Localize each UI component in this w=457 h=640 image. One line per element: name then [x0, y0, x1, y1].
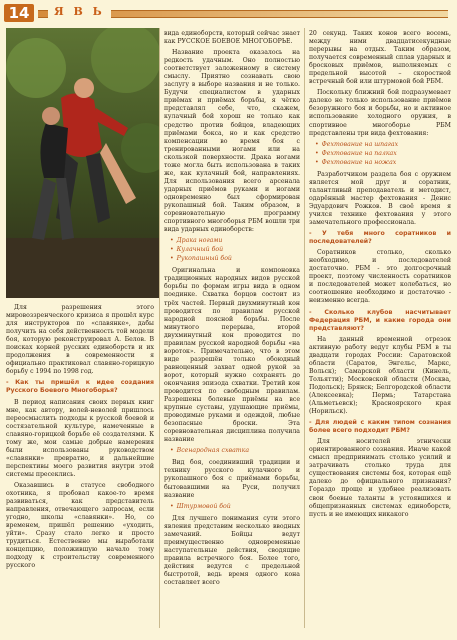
paragraph: В период написания своих первых книг мне, как автору, волей-неволей пришлось переосмыслить подходы к русской боевой и состязательной культуре, намеченные в славяно-горицкой борьбе её создателями. К тому же, мои самые добрые намерения были использованы руководством «славянки» превратно, и дальнейшие перспективы моего развития внутри этой системы пресеклись. — [6, 398, 154, 478]
interview-question: - Сколько клубов насчитывает Федерация РБМ, и какие города они представляют? — [309, 308, 451, 332]
discipline-list — [315, 141, 451, 167]
column-divider — [304, 28, 305, 628]
list-item: • Кулачный бой — [170, 246, 300, 254]
discipline-list — [170, 447, 300, 455]
wrestling-photo — [6, 28, 159, 298]
discipline-list — [170, 237, 300, 263]
paragraph: Оригинальна и компоновка традиционных народных видов русской борьбы по формам игры вида в одном поединке. Схватка борцов состоит из трёх частей. Первый двухминутный кон проводится по правилам русской народной поясной борьбы. После минутного перерыва, второй двухминутный кон проводится по правилам русской народной борьбы «на вороток». Примечательно, что в этом виде разрешён только обоюдный равноценный захват одной рукой за ворот, который нужно сохранять до окончания эпизода схватки. Третий кон проводится по свободным правилам. Разрешены болевые приёмы на все крупные суставы, удушающие приёмы, проводимые руками и одеждой, любые безопасные броски. Эта соревновательная дисциплина получила название — [164, 267, 300, 444]
interview-question: - Как ты пришёл к идее создания Русского Боевого Многоборья? — [6, 379, 154, 395]
paragraph: Вид боя, соединивший традиции и технику русского кулачного и рукопашного боя с приёмами борьбы, бытовавшими на Руси, получил название — [164, 459, 300, 499]
discipline-list — [170, 503, 300, 511]
paragraph: Оказавшись в статусе свободного охотника, я пробовал какое-то время развиваться, как представитель направления, отвечающего запросам, если угодно, школы «славянки». Но, со временем, пришёл решению «уходить, уйти». Сразу стало легко и просто трудиться. Естественно мы выработали концепцию, положившую начало тому подходу к строительству современного русского — [6, 481, 154, 570]
column-right — [309, 30, 451, 522]
list-item: • Штурмовой бой — [170, 503, 300, 511]
list-item: • Драка ногами — [170, 237, 300, 245]
paragraph: Поскольку ближний бой подразумевает далеко не только использование приёмов безоружного боя и борьбы, но и активное использование холодного оружия, в спортивное многоборье РБМ представлены три вида фехтования: — [309, 89, 451, 137]
paragraph: Соратников столько, сколько необходимо, и последователей достаточно. РБМ - это долгосрочный проект, поэтому численность соратников и последователей может колебаться, но соотношение необходимо и достаточно - неизменно всегда. — [309, 249, 451, 305]
paragraph: Для носителей этнически ориентированного сознания. Иначе какой смысл предпринимать столько усилий и затрачивать столько труда для существования системы боя, которая ещё далеко до официального признания? Гораздо проще и удобнее реализовать свои боевые таланты в устоявшихся и общепризнанных системах единоборств, пусть и не имеющих никакого — [309, 438, 451, 518]
paragraph: Название проекта оказалось на редкость удачным. Оно полностью соответствует заложенному в систему смыслу. Приятно сознавать свою заслугу в выборе названия и не только. Будучи специалистом в ударных приёмах и приёмах борьбы, я чётко представлял себе, что, скажем, кулачный бой хорош не только как средство против бойцов, владеющих приёмами бокса, но и как средство компенсации во время боя с тренированными ногами или на скользкой поверхности. Драка ногами тоже могла быть использована в таких же, как кулачный бой, направлениях. Для использования всего арсенала ударных приёмов руками и ногами одновременно был сформирован рукопашный бой. Таким образом, в соревновательную программу спортивного многоборья РБМ вошли три вида ударных единоборств: — [164, 49, 300, 234]
interview-question: - У тебя много соратников и последователей? — [309, 230, 451, 246]
paragraph: Разработчиком раздела боя с оружием является мой друг и соратник, талантливый преподаватель и методист, одарённый мастер фехтования - Денис Эдуардович Рожков. В своё время я учился технике фехтования у этого замечательного профессионала. — [309, 170, 451, 227]
paragraph: вида единоборств, который сейчас знает как РУССКОЕ БОЕВОЕ МНОГОБОРЬЕ. — [164, 30, 300, 46]
list-item: • Фехтование на шпагах — [315, 141, 451, 149]
paragraph: На данный временной отрезок активную работу ведут клубы РБМ в ты двадцати городах России: Саратовской области (Саратов, Энгельс, Маркс, Вольск); Самарской области (Кинель, Тольятти); Московской области (Москва, Подольск); Брянск; Белгородской области (Алексеевка); Пермь; Татарстана (Альметьевск); Красноярского края (Норильск). — [309, 335, 451, 416]
paragraph: Для разрешения этого мировоззренческого кризиса я прошёл курс для инструкторов по «славянке», дабы получить на себя действенность той модели боя, которую реконструировал А. Белов. В поисках корней русских единоборств и их продолжения в современности я официально практиковал славяно-горицкую борьбу с 1994 по 1998 год. — [6, 304, 154, 376]
wrestling-photo-illustration — [6, 28, 159, 298]
section-title: Я В Ь — [48, 5, 111, 18]
interview-question: - Для людей с каким типом сознания более всего подходит РБМ? — [309, 419, 451, 435]
page-header — [0, 0, 457, 26]
list-item: • Всенародная схватка — [170, 447, 300, 455]
column-middle — [164, 30, 300, 590]
column-left — [6, 304, 154, 574]
paragraph: 20 секунд. Таких конов всего восемь, между ними двадцатисекундные перерывы на отдых. Таким образом, получается современный сплав ударных и бросковых приёмов, выполняемых с предельной высотой – скоростной встречный бой или штурмовой бой РБМ. — [309, 30, 451, 86]
column-divider — [159, 28, 160, 628]
paragraph: Для лучшего понимания сути этого явления представим несколько вводных замечаний. Бойцы ведут преимущественно одновременные наступательные действия, сводящие правила встречного боя. Более того, действия ведутся с предельной быстротой, ведь время одного кона составляет всего — [164, 514, 300, 587]
page-number: 14 — [4, 4, 34, 22]
list-item: • Фехтование на ножах — [315, 159, 451, 167]
list-item: • Фехтование на палках — [315, 150, 451, 158]
list-item: • Рукопашный бой — [170, 255, 300, 263]
